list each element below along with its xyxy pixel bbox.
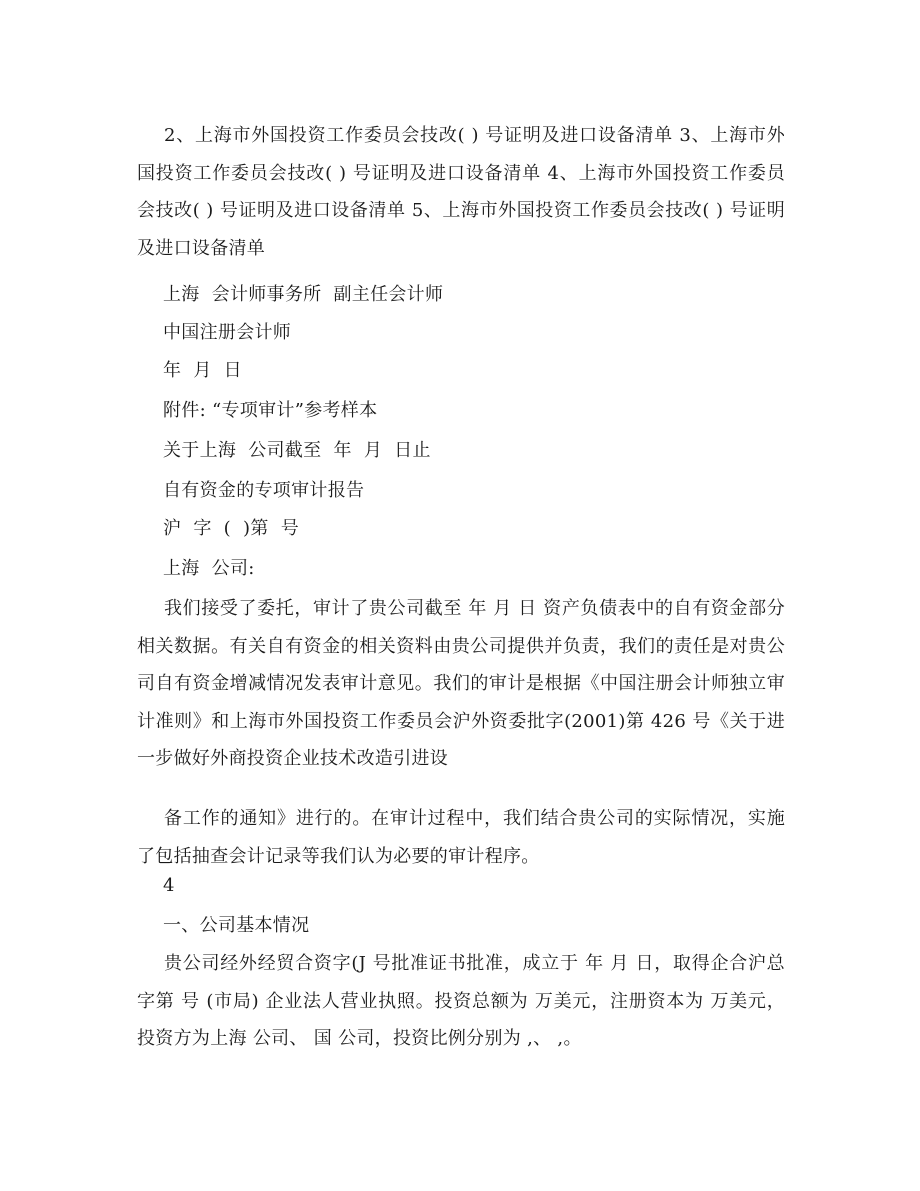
engagement-paragraph: 我们接受了委托，审计了贵公司截至 年 月 日 资产负债表中的自有资金部分相关数据。有关自有资金的相关资料由贵公司提供并负责，我们的责任是对贵公司自有资金增减情况发表审计意见。我们的审计是根据《中国注册会计师独立审计准则》和上海市外国投资工作委员会沪外资委批字(2001)第 426 号《关于进一步做好外商投资企业技术改造引进设	[137, 598, 785, 769]
report-title-line-2: 自有资金的专项审计报告	[163, 480, 365, 501]
signature-date: 年 月 日	[163, 360, 242, 381]
section-heading: 一、公司基本情况	[163, 915, 310, 936]
signature-firm: 上海 会计师事务所 副主任会计师	[163, 284, 444, 305]
signature-title: 中国注册会计师	[163, 322, 292, 343]
engagement-paragraph-continued: 备工作的通知》进行的。在审计过程中，我们结合贵公司的实际情况，实施了包括抽查会计记录等我们认为必要的审计程序。	[137, 808, 785, 867]
attachment-label: 附件: “专项审计”参考样本	[163, 400, 378, 421]
certificates-paragraph: 2、上海市外国投资工作委员会技改( ) 号证明及进口设备清单 3、上海市外国投资工作委员会技改( ) 号证明及进口设备清单 4、上海市外国投资工作委员会技改( ) 号证明及进口设备清单 5、上海市外国投资工作委员会技改( ) 号证明及进口设备清单	[137, 125, 785, 259]
company-info-paragraph: 贵公司经外经贸合资字(J 号批准证书批准，成立于 年 月 日，取得企合沪总字第 号 (市局) 企业法人营业执照。投资总额为 万美元，注册资本为 万美元，投资方为上海 公司、 国 公司，投资比例分别为 ,、 ,。	[137, 953, 785, 1049]
page-number: 4	[163, 875, 175, 896]
addressee: 上海 公司:	[163, 558, 255, 579]
report-title-line-1: 关于上海 公司截至 年 月 日止	[163, 440, 431, 461]
report-number: 沪 字 ( )第 号	[163, 518, 300, 539]
